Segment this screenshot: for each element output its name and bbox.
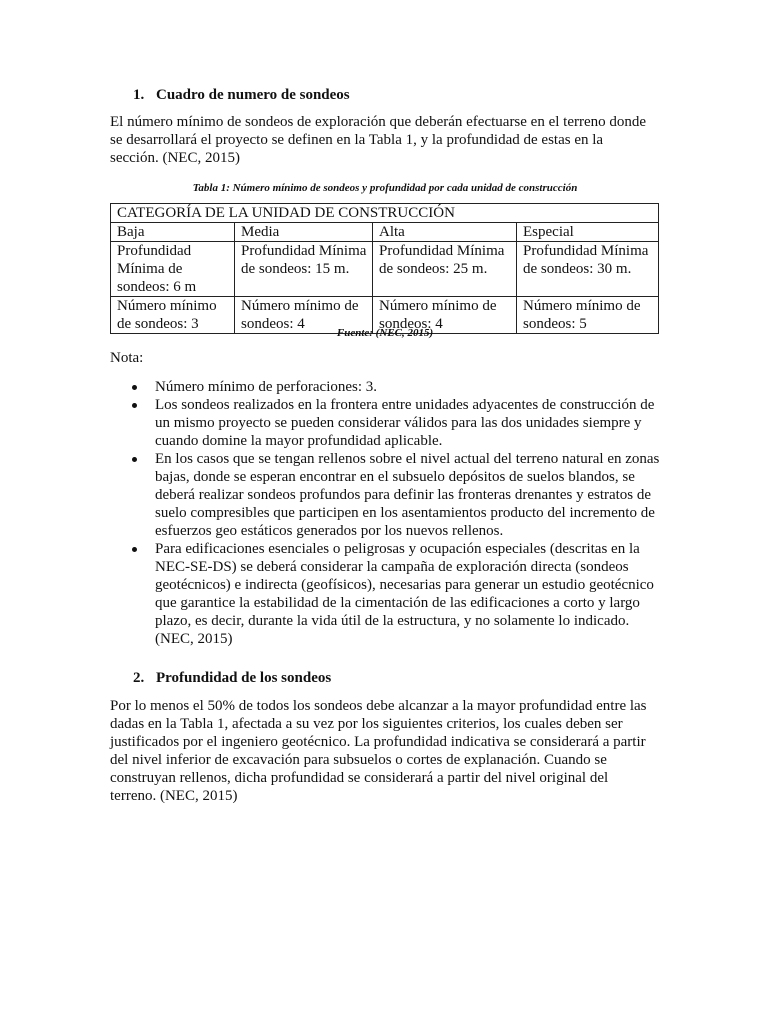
table-cell: Número mínimo de sondeos: 4 [373,297,517,334]
table-cell: Número mínimo de sondeos: 4 [235,297,373,334]
sondeos-table [110,203,659,334]
table-cell: Profundidad Mínima de sondeos: 6 m [111,242,235,297]
list-item-text: Número mínimo de perforaciones: 3. [155,379,378,395]
table-cell: Número mínimo de sondeos: 5 [517,297,659,334]
bullet-icon [132,457,137,462]
section-2-paragraph: Por lo menos el 50% de todos los sondeos debe alcanzar a la mayor profundidad entre las dadas en la Tabla 1, afectada a su vez por los siguientes criterios, los cuales deben ser justificados por el ingeniero geotécnico. La profundidad indicativa se considerará a partir del nivel inferior de excavación para subsuelos o cortes de explanación. Cuando se construyan rellenos, dicha profundidad se considerará a partir del nivel original del terreno. (NEC, 2015) [110,698,647,804]
section-2-title: Profundidad de los sondeos [156,670,332,686]
bullet-icon [132,547,137,552]
table-columns-row [111,223,659,242]
section-2-heading [133,669,331,687]
table-caption: Tabla 1: Número mínimo de sondeos y profundidad por cada unidad de construcción [192,182,578,194]
list-item-text: Para edificaciones esenciales o peligrosas y ocupación especiales (descritas en la NEC-SE-DS) se deberá considerar la campaña de exploración directa (sondeos geotécnicos) e indirecta (geofísicos), necesarias para generar un estudio geotécnico que garantice la estabilidad de la cimentación de las edificaciones a corto y largo plazo, es decir, durante la vida útil de la estructura, y no solamente lo indicado. (NEC, 2015) [155,541,654,647]
section-1-heading [133,86,350,104]
section-1-paragraph: El número mínimo de sondeos de exploración que deberán efectuarse en el terreno donde se desarrollará el proyecto se definen en la Tabla 1, y la profundidad de estas en la sección. (NEC, 2015) [110,114,647,166]
table-header-row [111,204,659,223]
table-source: Fuente: (NEC, 2015) [336,327,434,339]
table-header: CATEGORÍA DE LA UNIDAD DE CONSTRUCCIÓN [111,204,659,223]
list-item [110,540,660,648]
list-item-text: Los sondeos realizados en la frontera entre unidades adyacentes de construcción de un mismo proyecto se pueden considerar válidos para las dos unidades siempre y cuando domine la mayor profundidad aplicable. [155,397,655,449]
list-item [110,378,660,396]
section-1-title: Cuadro de numero de sondeos [156,87,350,103]
list-item-text: En los casos que se tengan rellenos sobre el nivel actual del terreno natural en zonas bajas, donde se esperan encontrar en el subsuelo depósitos de suelos blandos, se deberá realizar sondeos profundos para definir las fronteras drenantes y estratos de suelo compresibles que participen en los asentamientos producto del incremento de esfuerzos geo estáticos generados por los nuevos rellenos. [155,451,660,539]
column-alta: Alta [373,223,517,242]
nota-label: Nota: [110,350,144,366]
column-especial: Especial [517,223,659,242]
table-cell: Profundidad Mínima de sondeos: 30 m. [517,242,659,297]
table-cell: Profundidad Mínima de sondeos: 25 m. [373,242,517,297]
section-1-number: 1. [133,87,145,103]
column-baja: Baja [111,223,235,242]
nota-list [110,378,660,648]
list-item [110,450,660,540]
table-cell: Número mínimo de sondeos: 3 [111,297,235,334]
column-media: Media [235,223,373,242]
table-cell: Profundidad Mínima de sondeos: 15 m. [235,242,373,297]
list-item [110,396,660,450]
bullet-icon [132,385,137,390]
bullet-icon [132,403,137,408]
section-2-number: 2. [133,670,145,686]
table-depth-row [111,242,659,297]
